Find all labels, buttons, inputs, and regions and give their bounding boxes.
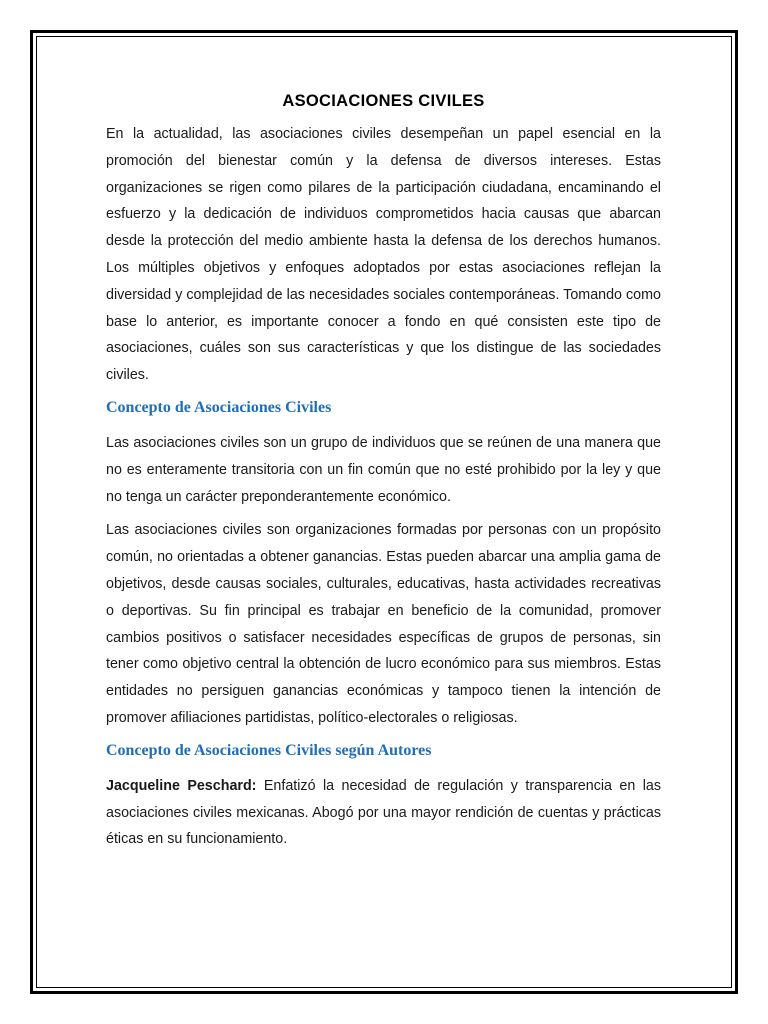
- author-paragraph: [106, 773, 661, 853]
- document-content: [106, 92, 661, 860]
- concept-paragraph-1: Las asociaciones civiles son un grupo de individuos que se reúnen de una manera que no es enteramente transitoria con un fin común que no esté prohibido por la ley y que no tenga un carácter preponderantemente económico.: [106, 434, 661, 505]
- author-name: Jacqueline Peschard:: [106, 777, 257, 794]
- intro-paragraph: En la actualidad, las asociaciones civiles desempeñan un papel esencial en la promoción del bienestar común y la defensa de diversos intereses. Estas organizaciones se rigen como pilares de la participación ciudadana, encaminando el esfuerzo y la dedicación de individuos comprometidos hacia causas que abarcan desde la protección del medio ambiente hasta la defensa de los derechos humanos. Los múltiples objetivos y enfoques adoptados por estas asociaciones reflejan la diversidad y complejidad de las necesidades sociales contemporáneas. Tomando como base lo anterior, es importante conocer a fondo en qué consisten este tipo de asociaciones, cuáles son sus características y que los distingue de las sociedades civiles.: [106, 126, 661, 384]
- author-text: Enfatizó la necesidad de regulación y transparencia en las asociaciones civiles mexicanas. Abogó por una mayor rendición de cuentas y prácticas éticas en su funcionamiento.: [106, 777, 661, 848]
- section-heading-authors: Concepto de Asociaciones Civiles según Autores: [106, 741, 432, 759]
- section-heading-concept: Concepto de Asociaciones Civiles: [106, 398, 332, 416]
- document-title: ASOCIACIONES CIVILES: [282, 92, 485, 110]
- concept-paragraph-2: Las asociaciones civiles son organizaciones formadas por personas con un propósito común, no orientadas a obtener ganancias. Estas pueden abarcar una amplia gama de objetivos, desde causas sociales, culturales, educativas, hasta actividades recreativas o deportivas. Su fin principal es trabajar en beneficio de la comunidad, promover cambios positivos o satisfacer necesidades específicas de grupos de personas, sin tener como objetivo central la obtención de lucro económico para sus miembros. Estas entidades no persiguen ganancias económicas y tampoco tienen la intención de promover afiliaciones partidistas, político-electorales o religiosas.: [106, 522, 661, 726]
